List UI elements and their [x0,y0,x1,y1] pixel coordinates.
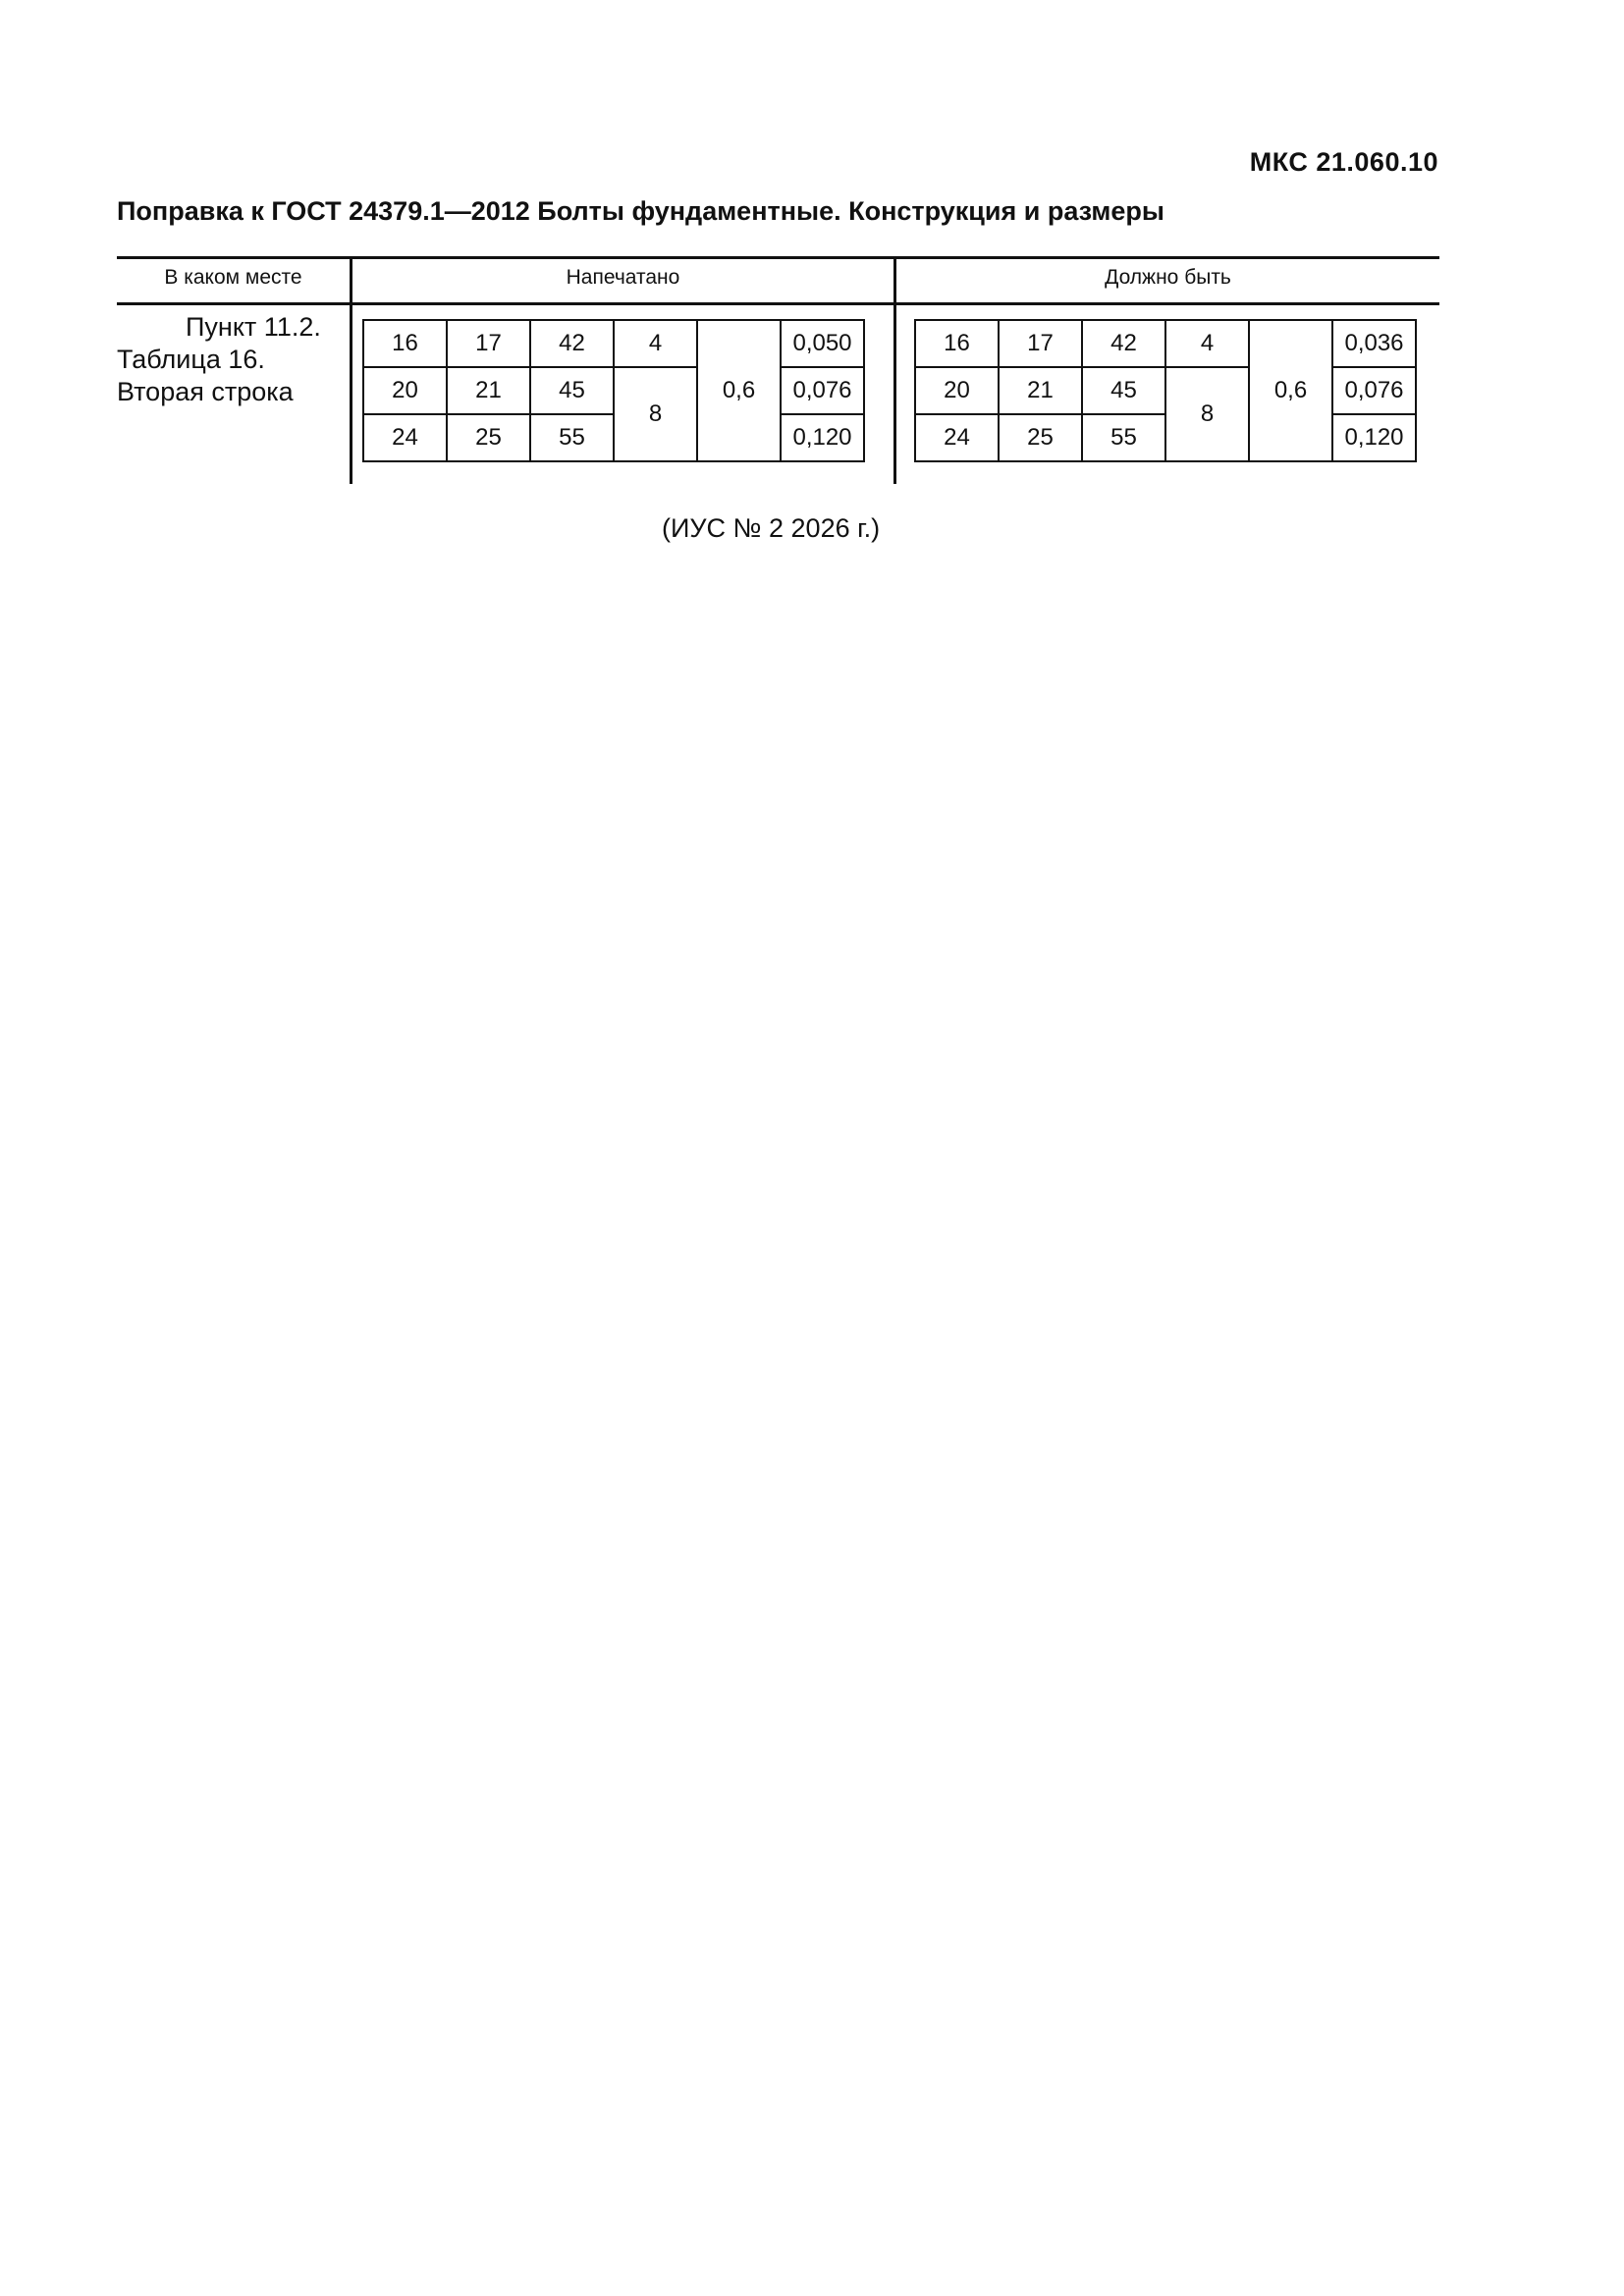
corrected-values-table [914,319,1417,462]
table-cell-merged: 0,6 [1249,320,1332,461]
column-header-printed: Напечатано [566,266,680,289]
ius-reference: (ИУС № 2 2026 г.) [662,513,881,543]
table-cell: 21 [999,367,1082,414]
column-divider-2 [893,256,896,484]
table-cell-merged: 8 [614,367,697,461]
table-cell: 24 [363,414,447,461]
table-cell: 0,036 [1332,320,1416,367]
table-cell: 0,076 [1332,367,1416,414]
table-cell: 0,120 [781,414,864,461]
table-row [363,320,864,367]
table-cell: 42 [530,320,614,367]
table-cell: 42 [1082,320,1165,367]
table-row [915,367,1416,414]
document-title: Поправка к ГОСТ 24379.1—2012 Болты фундаментные. Конструкция и размеры [117,196,1164,226]
table-cell: 0,076 [781,367,864,414]
table-cell: 20 [915,367,999,414]
table-cell: 17 [447,320,530,367]
printed-values-table [362,319,865,462]
table-cell: 20 [363,367,447,414]
table-cell: 45 [1082,367,1165,414]
column-header-place: В каком месте [164,266,302,289]
column-divider-1 [350,256,352,484]
table-cell: 17 [999,320,1082,367]
column-header-should-be: Должно быть [1105,266,1231,289]
table-cell: 4 [614,320,697,367]
table-cell-merged: 0,6 [697,320,781,461]
mks-code: МКС 21.060.10 [1249,147,1438,177]
table-cell: 25 [447,414,530,461]
place-line-1: Пункт 11.2. [186,312,321,342]
table-cell: 25 [999,414,1082,461]
table-cell: 16 [363,320,447,367]
table-cell: 0,050 [781,320,864,367]
table-cell: 0,120 [1332,414,1416,461]
table-cell-merged: 8 [1165,367,1249,461]
table-cell: 55 [1082,414,1165,461]
place-line-3: Вторая строка [117,377,294,406]
table-cell: 24 [915,414,999,461]
table-cell: 45 [530,367,614,414]
table-cell: 4 [1165,320,1249,367]
table-cell: 21 [447,367,530,414]
table-cell: 16 [915,320,999,367]
table-cell: 55 [530,414,614,461]
place-cell [117,311,333,408]
table-row [915,320,1416,367]
place-line-2: Таблица 16. [117,345,265,374]
correction-table [117,256,1439,484]
table-header-rule [117,302,1439,305]
table-top-rule [117,256,1439,259]
table-row [363,367,864,414]
